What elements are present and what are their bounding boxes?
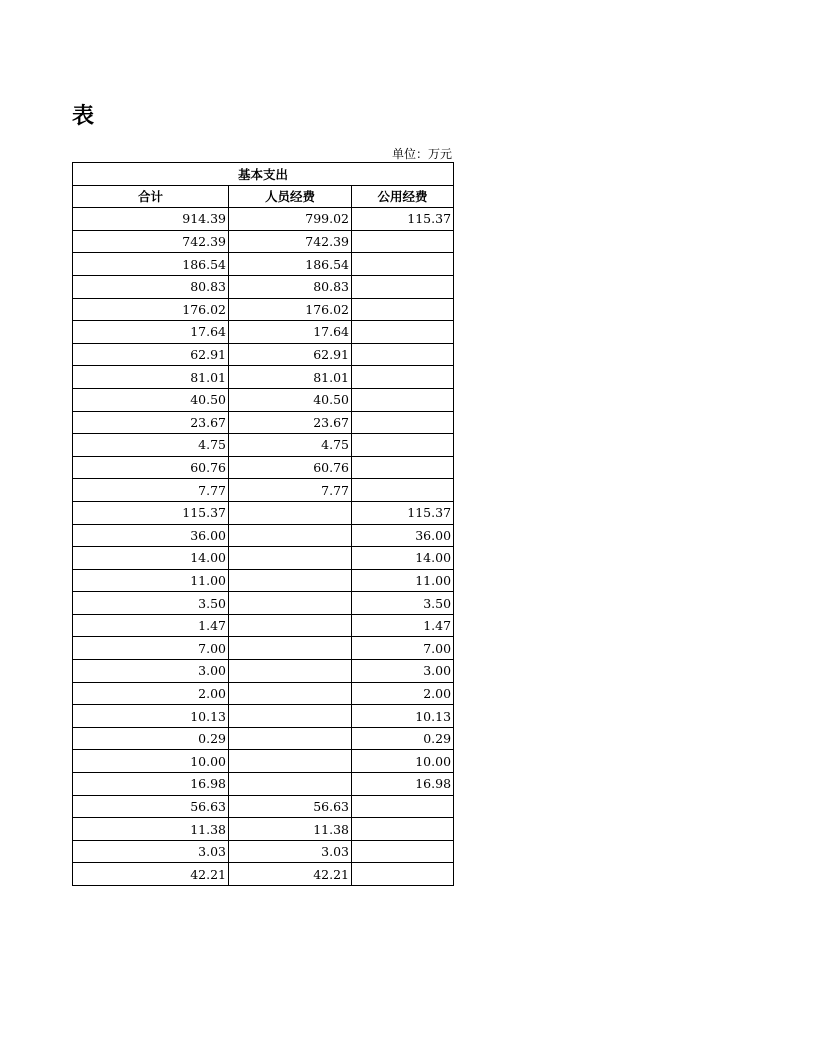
cell-public (352, 411, 454, 434)
cell-personnel: 42.21 (229, 863, 352, 886)
cell-public (352, 456, 454, 479)
cell-public: 1.47 (352, 614, 454, 637)
cell-public: 115.37 (352, 501, 454, 524)
table-row (73, 479, 454, 502)
cell-total: 62.91 (73, 343, 229, 366)
cell-personnel: 40.50 (229, 388, 352, 411)
cell-personnel: 742.39 (229, 230, 352, 253)
cell-public: 7.00 (352, 637, 454, 660)
cell-total: 914.39 (73, 208, 229, 231)
cell-total: 80.83 (73, 275, 229, 298)
cell-public: 16.98 (352, 773, 454, 796)
cell-personnel (229, 569, 352, 592)
table-row (73, 795, 454, 818)
cell-public (352, 343, 454, 366)
table-row (73, 411, 454, 434)
cell-public (352, 275, 454, 298)
cell-personnel: 80.83 (229, 275, 352, 298)
table-row (73, 840, 454, 863)
cell-total: 186.54 (73, 253, 229, 276)
cell-total: 10.13 (73, 705, 229, 728)
table-row (73, 456, 454, 479)
cell-total: 115.37 (73, 501, 229, 524)
table-row (73, 705, 454, 728)
cell-public (352, 818, 454, 841)
cell-public (352, 230, 454, 253)
table-row (73, 321, 454, 344)
cell-public: 36.00 (352, 524, 454, 547)
cell-personnel: 56.63 (229, 795, 352, 818)
table-header (73, 163, 454, 208)
cell-personnel (229, 547, 352, 570)
cell-public: 10.13 (352, 705, 454, 728)
cell-public: 115.37 (352, 208, 454, 231)
cell-personnel: 186.54 (229, 253, 352, 276)
cell-total: 3.03 (73, 840, 229, 863)
cell-public (352, 366, 454, 389)
cell-personnel: 11.38 (229, 818, 352, 841)
cell-public: 11.00 (352, 569, 454, 592)
table-row (73, 343, 454, 366)
cell-total: 11.00 (73, 569, 229, 592)
cell-personnel (229, 727, 352, 750)
cell-personnel: 7.77 (229, 479, 352, 502)
cell-public (352, 321, 454, 344)
cell-total: 23.67 (73, 411, 229, 434)
cell-personnel (229, 614, 352, 637)
cell-total: 10.00 (73, 750, 229, 773)
cell-total: 17.64 (73, 321, 229, 344)
cell-total: 60.76 (73, 456, 229, 479)
cell-public: 10.00 (352, 750, 454, 773)
cell-total: 11.38 (73, 818, 229, 841)
cell-total: 2.00 (73, 682, 229, 705)
cell-total: 1.47 (73, 614, 229, 637)
column-header-personnel: 人员经费 (229, 185, 352, 208)
cell-personnel: 23.67 (229, 411, 352, 434)
table-row (73, 230, 454, 253)
cell-public (352, 840, 454, 863)
cell-public (352, 863, 454, 886)
column-header-total: 合计 (73, 185, 229, 208)
cell-public: 2.00 (352, 682, 454, 705)
unit-label: 单位：万元 (391, 147, 452, 161)
cell-personnel: 60.76 (229, 456, 352, 479)
cell-personnel (229, 637, 352, 660)
table-row (73, 773, 454, 796)
cell-total: 3.00 (73, 660, 229, 683)
table-row (73, 863, 454, 886)
cell-personnel (229, 524, 352, 547)
table-row (73, 569, 454, 592)
table-row (73, 682, 454, 705)
cell-public (352, 434, 454, 457)
cell-public (352, 388, 454, 411)
group-header-row (73, 163, 454, 186)
cell-total: 56.63 (73, 795, 229, 818)
cell-total: 40.50 (73, 388, 229, 411)
cell-public (352, 298, 454, 321)
cell-public (352, 795, 454, 818)
column-header-public: 公用经费 (352, 185, 454, 208)
table-row (73, 547, 454, 570)
table-row (73, 275, 454, 298)
cell-public: 0.29 (352, 727, 454, 750)
cell-total: 14.00 (73, 547, 229, 570)
cell-personnel (229, 773, 352, 796)
table-row (73, 818, 454, 841)
cell-total: 176.02 (73, 298, 229, 321)
cell-personnel: 799.02 (229, 208, 352, 231)
table-row (73, 637, 454, 660)
cell-personnel: 176.02 (229, 298, 352, 321)
cell-personnel (229, 660, 352, 683)
cell-total: 7.00 (73, 637, 229, 660)
table-row (73, 434, 454, 457)
cell-personnel: 62.91 (229, 343, 352, 366)
cell-personnel: 3.03 (229, 840, 352, 863)
cell-total: 16.98 (73, 773, 229, 796)
table-row (73, 660, 454, 683)
cell-personnel (229, 705, 352, 728)
cell-total: 742.39 (73, 230, 229, 253)
cell-personnel: 17.64 (229, 321, 352, 344)
table-row (73, 366, 454, 389)
cell-total: 42.21 (73, 863, 229, 886)
group-header-basic-expenditure: 基本支出 (73, 163, 454, 186)
table-row (73, 524, 454, 547)
table-row (73, 750, 454, 773)
cell-personnel (229, 501, 352, 524)
table-row (73, 592, 454, 615)
cell-personnel: 81.01 (229, 366, 352, 389)
cell-public: 3.00 (352, 660, 454, 683)
cell-public: 14.00 (352, 547, 454, 570)
cell-public: 3.50 (352, 592, 454, 615)
cell-total: 0.29 (73, 727, 229, 750)
table-row (73, 727, 454, 750)
cell-total: 3.50 (73, 592, 229, 615)
table-row (73, 298, 454, 321)
table-row (73, 388, 454, 411)
table-row (73, 501, 454, 524)
cell-personnel (229, 750, 352, 773)
cell-personnel (229, 682, 352, 705)
cell-public (352, 253, 454, 276)
table-row (73, 614, 454, 637)
cell-personnel (229, 592, 352, 615)
table-row (73, 253, 454, 276)
cell-public (352, 479, 454, 502)
table-body (73, 208, 454, 886)
table-row (73, 208, 454, 231)
column-header-row (73, 185, 454, 208)
cell-total: 81.01 (73, 366, 229, 389)
budget-table (72, 162, 454, 886)
page-title: 表 (72, 104, 95, 129)
cell-personnel: 4.75 (229, 434, 352, 457)
cell-total: 7.77 (73, 479, 229, 502)
cell-total: 4.75 (73, 434, 229, 457)
cell-total: 36.00 (73, 524, 229, 547)
